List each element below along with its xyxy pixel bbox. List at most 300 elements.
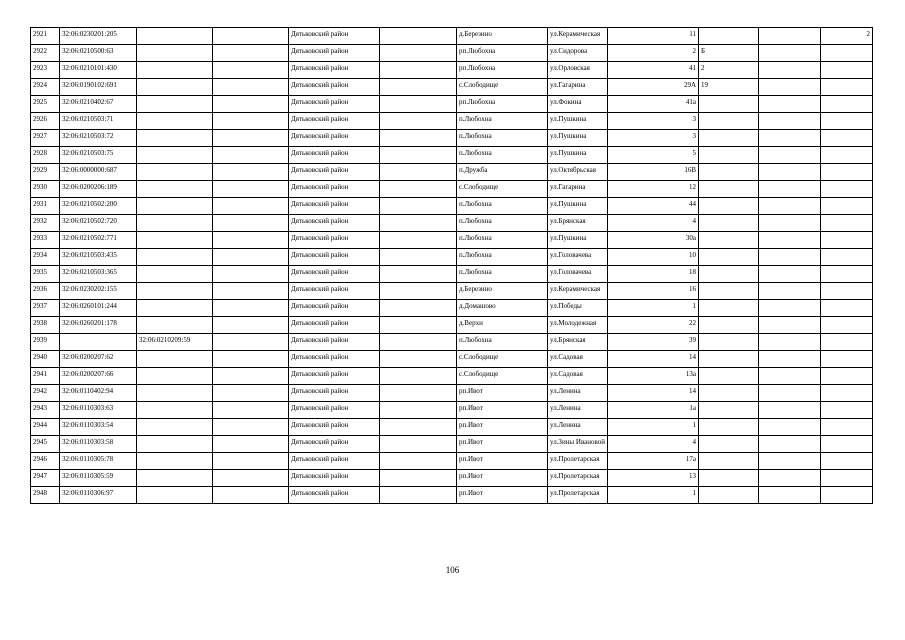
empty-cell (380, 130, 457, 147)
house-cell: 1 (608, 487, 699, 504)
street-cell: ул.Победы (548, 300, 608, 317)
row-number: 2947 (31, 470, 60, 487)
street-cell: ул.Садовая (548, 351, 608, 368)
empty-cell (759, 96, 821, 113)
cadastral-number-alt (137, 368, 213, 385)
table-row (31, 96, 873, 113)
empty-cell (759, 402, 821, 419)
row-number: 2946 (31, 453, 60, 470)
table-row (31, 351, 873, 368)
table-row (31, 130, 873, 147)
house-cell: 1 (608, 419, 699, 436)
district-cell: Дятьковский район (289, 385, 380, 402)
street-cell: ул.Головачева (548, 249, 608, 266)
building-cell (699, 130, 759, 147)
empty-cell (759, 215, 821, 232)
empty-cell (380, 249, 457, 266)
district-cell: Дятьковский район (289, 300, 380, 317)
flat-cell: 2 (821, 28, 873, 45)
cadastral-number-alt: 32:06:0210209:59 (137, 334, 213, 351)
flat-cell (821, 62, 873, 79)
cadastral-number (60, 334, 137, 351)
cadastral-number: 32:06:0110402:94 (60, 385, 137, 402)
flat-cell (821, 283, 873, 300)
locality-cell: рп.Ивот (457, 453, 548, 470)
flat-cell (821, 130, 873, 147)
flat-cell (821, 266, 873, 283)
empty-cell (213, 28, 289, 45)
street-cell: ул.Брянская (548, 334, 608, 351)
cadastral-number-alt (137, 96, 213, 113)
table-row (31, 385, 873, 402)
flat-cell (821, 368, 873, 385)
district-cell: Дятьковский район (289, 317, 380, 334)
locality-cell: рп.Любохна (457, 62, 548, 79)
empty-cell (380, 45, 457, 62)
cadastral-number: 32:06:0110305:78 (60, 453, 137, 470)
empty-cell (759, 453, 821, 470)
street-cell: ул.Пролетарская (548, 453, 608, 470)
cadastral-number-alt (137, 198, 213, 215)
empty-cell (759, 385, 821, 402)
cadastral-number-alt (137, 181, 213, 198)
empty-cell (759, 266, 821, 283)
building-cell: 2 (699, 62, 759, 79)
empty-cell (380, 351, 457, 368)
row-number: 2935 (31, 266, 60, 283)
table-row (31, 232, 873, 249)
locality-cell: рп.Ивот (457, 436, 548, 453)
district-cell: Дятьковский район (289, 96, 380, 113)
table-row (31, 453, 873, 470)
house-cell: 18 (608, 266, 699, 283)
flat-cell (821, 232, 873, 249)
flat-cell (821, 419, 873, 436)
cadastral-number: 32:06:0210503:71 (60, 113, 137, 130)
empty-cell (759, 198, 821, 215)
flat-cell (821, 113, 873, 130)
cadastral-number-alt (137, 487, 213, 504)
locality-cell: д.Верхи (457, 317, 548, 334)
locality-cell: п.Любохна (457, 249, 548, 266)
locality-cell: с.Слободище (457, 351, 548, 368)
table-row (31, 215, 873, 232)
district-cell: Дятьковский район (289, 334, 380, 351)
cadastral-number-alt (137, 215, 213, 232)
table-row (31, 470, 873, 487)
flat-cell (821, 215, 873, 232)
street-cell: ул.Керамическая (548, 28, 608, 45)
empty-cell (213, 181, 289, 198)
locality-cell: п.Любохна (457, 215, 548, 232)
house-cell: 11 (608, 28, 699, 45)
empty-cell (213, 96, 289, 113)
district-cell: Дятьковский район (289, 283, 380, 300)
house-cell: 29А (608, 79, 699, 96)
flat-cell (821, 351, 873, 368)
empty-cell (759, 164, 821, 181)
empty-cell (213, 436, 289, 453)
cadastral-number: 32:06:0210502:720 (60, 215, 137, 232)
empty-cell (213, 130, 289, 147)
cadastral-number: 32:06:0190102:691 (60, 79, 137, 96)
table-row (31, 45, 873, 62)
empty-cell (759, 283, 821, 300)
empty-cell (213, 147, 289, 164)
flat-cell (821, 300, 873, 317)
flat-cell (821, 436, 873, 453)
cadastral-number: 32:06:0000000:687 (60, 164, 137, 181)
empty-cell (759, 368, 821, 385)
empty-cell (380, 181, 457, 198)
house-cell: 22 (608, 317, 699, 334)
cadastral-number-alt (137, 164, 213, 181)
building-cell (699, 317, 759, 334)
district-cell: Дятьковский район (289, 198, 380, 215)
row-number: 2922 (31, 45, 60, 62)
locality-cell: п.Любохна (457, 147, 548, 164)
flat-cell (821, 334, 873, 351)
building-cell (699, 266, 759, 283)
district-cell: Дятьковский район (289, 487, 380, 504)
house-cell: 4 (608, 215, 699, 232)
cadastral-number-alt (137, 232, 213, 249)
cadastral-number-alt (137, 249, 213, 266)
building-cell (699, 198, 759, 215)
locality-cell: с.Слободище (457, 368, 548, 385)
house-cell: 3 (608, 130, 699, 147)
empty-cell (759, 62, 821, 79)
locality-cell: д.Березино (457, 28, 548, 45)
empty-cell (759, 487, 821, 504)
street-cell: ул.Пролетарская (548, 487, 608, 504)
building-cell: Б (699, 45, 759, 62)
empty-cell (380, 385, 457, 402)
locality-cell: п.Любохна (457, 334, 548, 351)
row-number: 2939 (31, 334, 60, 351)
flat-cell (821, 487, 873, 504)
cadastral-number: 32:06:0110303:54 (60, 419, 137, 436)
row-number: 2936 (31, 283, 60, 300)
cadastral-number-alt (137, 147, 213, 164)
flat-cell (821, 164, 873, 181)
empty-cell (380, 79, 457, 96)
locality-cell: п.Любохна (457, 232, 548, 249)
empty-cell (213, 113, 289, 130)
row-number: 2940 (31, 351, 60, 368)
cadastral-number: 32:06:0200207:66 (60, 368, 137, 385)
cadastral-number-alt (137, 385, 213, 402)
row-number: 2929 (31, 164, 60, 181)
district-cell: Дятьковский район (289, 419, 380, 436)
building-cell (699, 215, 759, 232)
cadastral-number-alt (137, 470, 213, 487)
row-number: 2948 (31, 487, 60, 504)
locality-cell: рп.Ивот (457, 385, 548, 402)
empty-cell (213, 470, 289, 487)
row-number: 2925 (31, 96, 60, 113)
street-cell: ул.Молодежная (548, 317, 608, 334)
empty-cell (213, 402, 289, 419)
empty-cell (380, 300, 457, 317)
cadastral-number: 32:06:0230201:205 (60, 28, 137, 45)
empty-cell (759, 419, 821, 436)
building-cell (699, 487, 759, 504)
empty-cell (759, 28, 821, 45)
cadastral-number-alt (137, 300, 213, 317)
district-cell: Дятьковский район (289, 164, 380, 181)
empty-cell (213, 62, 289, 79)
cadastral-number-alt (137, 45, 213, 62)
cadastral-number: 32:06:0260101:244 (60, 300, 137, 317)
building-cell (699, 368, 759, 385)
row-number: 2924 (31, 79, 60, 96)
empty-cell (380, 453, 457, 470)
street-cell: ул.Головачева (548, 266, 608, 283)
house-cell: 2 (608, 45, 699, 62)
empty-cell (759, 113, 821, 130)
row-number: 2921 (31, 28, 60, 45)
cadastral-number: 32:06:0210402:67 (60, 96, 137, 113)
district-cell: Дятьковский район (289, 266, 380, 283)
flat-cell (821, 79, 873, 96)
district-cell: Дятьковский район (289, 147, 380, 164)
cadastral-number: 32:06:0110303:63 (60, 402, 137, 419)
house-cell: 13 (608, 470, 699, 487)
empty-cell (213, 351, 289, 368)
cadastral-number-alt (137, 79, 213, 96)
locality-cell: с.Слободище (457, 181, 548, 198)
empty-cell (213, 266, 289, 283)
locality-cell: рп.Ивот (457, 419, 548, 436)
empty-cell (759, 436, 821, 453)
district-cell: Дятьковский район (289, 453, 380, 470)
register-table (30, 27, 873, 504)
empty-cell (380, 487, 457, 504)
building-cell (699, 113, 759, 130)
table-row (31, 198, 873, 215)
district-cell: Дятьковский район (289, 351, 380, 368)
locality-cell: рп.Ивот (457, 402, 548, 419)
empty-cell (759, 351, 821, 368)
district-cell: Дятьковский район (289, 45, 380, 62)
street-cell: ул.Гагарина (548, 181, 608, 198)
street-cell: ул.Пролетарская (548, 470, 608, 487)
flat-cell (821, 453, 873, 470)
house-cell: 39 (608, 334, 699, 351)
locality-cell: п.Любохна (457, 266, 548, 283)
table-row (31, 419, 873, 436)
table-row (31, 317, 873, 334)
building-cell (699, 402, 759, 419)
empty-cell (759, 147, 821, 164)
empty-cell (213, 232, 289, 249)
building-cell (699, 453, 759, 470)
table-row (31, 79, 873, 96)
cadastral-number-alt (137, 283, 213, 300)
house-cell: 41 (608, 62, 699, 79)
flat-cell (821, 470, 873, 487)
district-cell: Дятьковский район (289, 28, 380, 45)
cadastral-number-alt (137, 317, 213, 334)
cadastral-number: 32:06:0110303:58 (60, 436, 137, 453)
house-cell: 14 (608, 385, 699, 402)
building-cell (699, 419, 759, 436)
row-number: 2930 (31, 181, 60, 198)
table-row (31, 402, 873, 419)
building-cell (699, 232, 759, 249)
building-cell (699, 385, 759, 402)
house-cell: 14 (608, 351, 699, 368)
locality-cell: рп.Ивот (457, 470, 548, 487)
cadastral-number-alt (137, 62, 213, 79)
flat-cell (821, 96, 873, 113)
house-cell: 12 (608, 181, 699, 198)
cadastral-number-alt (137, 402, 213, 419)
district-cell: Дятьковский район (289, 368, 380, 385)
cadastral-number-alt (137, 28, 213, 45)
empty-cell (213, 198, 289, 215)
street-cell: ул.Ленина (548, 419, 608, 436)
empty-cell (213, 300, 289, 317)
street-cell: ул.Орловская (548, 62, 608, 79)
row-number: 2932 (31, 215, 60, 232)
empty-cell (380, 28, 457, 45)
street-cell: ул.Ленина (548, 402, 608, 419)
row-number: 2942 (31, 385, 60, 402)
building-cell: 19 (699, 79, 759, 96)
empty-cell (380, 470, 457, 487)
street-cell: ул.Гагарина (548, 79, 608, 96)
empty-cell (213, 249, 289, 266)
row-number: 2943 (31, 402, 60, 419)
street-cell: ул.Садовая (548, 368, 608, 385)
empty-cell (380, 113, 457, 130)
street-cell: ул.Ленина (548, 385, 608, 402)
empty-cell (213, 368, 289, 385)
locality-cell: д.Домашово (457, 300, 548, 317)
table-row (31, 266, 873, 283)
building-cell (699, 351, 759, 368)
building-cell (699, 436, 759, 453)
cadastral-number: 32:06:0210502:771 (60, 232, 137, 249)
cadastral-number: 32:06:0210101:430 (60, 62, 137, 79)
house-cell: 4 (608, 436, 699, 453)
empty-cell (759, 300, 821, 317)
district-cell: Дятьковский район (289, 215, 380, 232)
row-number: 2945 (31, 436, 60, 453)
locality-cell: п.Любохна (457, 198, 548, 215)
empty-cell (213, 215, 289, 232)
empty-cell (759, 470, 821, 487)
district-cell: Дятьковский район (289, 113, 380, 130)
cadastral-number-alt (137, 351, 213, 368)
building-cell (699, 249, 759, 266)
row-number: 2933 (31, 232, 60, 249)
cadastral-number: 32:06:0110306:97 (60, 487, 137, 504)
register-body (31, 28, 873, 504)
row-number: 2944 (31, 419, 60, 436)
empty-cell (380, 164, 457, 181)
locality-cell: п.Любохна (457, 113, 548, 130)
empty-cell (213, 79, 289, 96)
street-cell: ул.Пушкина (548, 147, 608, 164)
table-row (31, 28, 873, 45)
empty-cell (213, 334, 289, 351)
building-cell (699, 164, 759, 181)
district-cell: Дятьковский район (289, 232, 380, 249)
row-number: 2926 (31, 113, 60, 130)
district-cell: Дятьковский район (289, 402, 380, 419)
empty-cell (380, 368, 457, 385)
district-cell: Дятьковский район (289, 79, 380, 96)
empty-cell (380, 317, 457, 334)
table-row (31, 487, 873, 504)
table-row (31, 334, 873, 351)
row-number: 2941 (31, 368, 60, 385)
street-cell: ул.Сидорова (548, 45, 608, 62)
street-cell: ул.Пушкина (548, 130, 608, 147)
row-number: 2938 (31, 317, 60, 334)
district-cell: Дятьковский район (289, 181, 380, 198)
cadastral-number: 32:06:0230202:155 (60, 283, 137, 300)
table-row (31, 147, 873, 164)
empty-cell (759, 232, 821, 249)
street-cell: ул.Октябрьская (548, 164, 608, 181)
locality-cell: п.Любохна (457, 130, 548, 147)
table-row (31, 181, 873, 198)
cadastral-number: 32:06:0210503:435 (60, 249, 137, 266)
empty-cell (380, 232, 457, 249)
page-number: 106 (445, 565, 460, 575)
building-cell (699, 28, 759, 45)
cadastral-number: 32:06:0200207:62 (60, 351, 137, 368)
cadastral-number: 32:06:0110305:59 (60, 470, 137, 487)
street-cell: ул.Фокина (548, 96, 608, 113)
cadastral-number: 32:06:0210502:200 (60, 198, 137, 215)
empty-cell (380, 198, 457, 215)
table-row (31, 62, 873, 79)
empty-cell (213, 283, 289, 300)
district-cell: Дятьковский район (289, 436, 380, 453)
empty-cell (380, 215, 457, 232)
flat-cell (821, 45, 873, 62)
empty-cell (759, 45, 821, 62)
building-cell (699, 181, 759, 198)
street-cell: ул.Керамическая (548, 283, 608, 300)
cadastral-number-alt (137, 113, 213, 130)
locality-cell: рп.Любохна (457, 45, 548, 62)
table-row (31, 164, 873, 181)
street-cell: ул.Зины Ивановой (548, 436, 608, 453)
cadastral-number-alt (137, 130, 213, 147)
house-cell: 5 (608, 147, 699, 164)
house-cell: 41а (608, 96, 699, 113)
empty-cell (380, 334, 457, 351)
flat-cell (821, 317, 873, 334)
row-number: 2927 (31, 130, 60, 147)
street-cell: ул.Пушкина (548, 198, 608, 215)
district-cell: Дятьковский район (289, 130, 380, 147)
house-cell: 1 (608, 300, 699, 317)
building-cell (699, 300, 759, 317)
row-number: 2928 (31, 147, 60, 164)
house-cell: 30а (608, 232, 699, 249)
building-cell (699, 96, 759, 113)
cadastral-number: 32:06:0260201:178 (60, 317, 137, 334)
empty-cell (213, 453, 289, 470)
street-cell: ул.Пушкина (548, 113, 608, 130)
